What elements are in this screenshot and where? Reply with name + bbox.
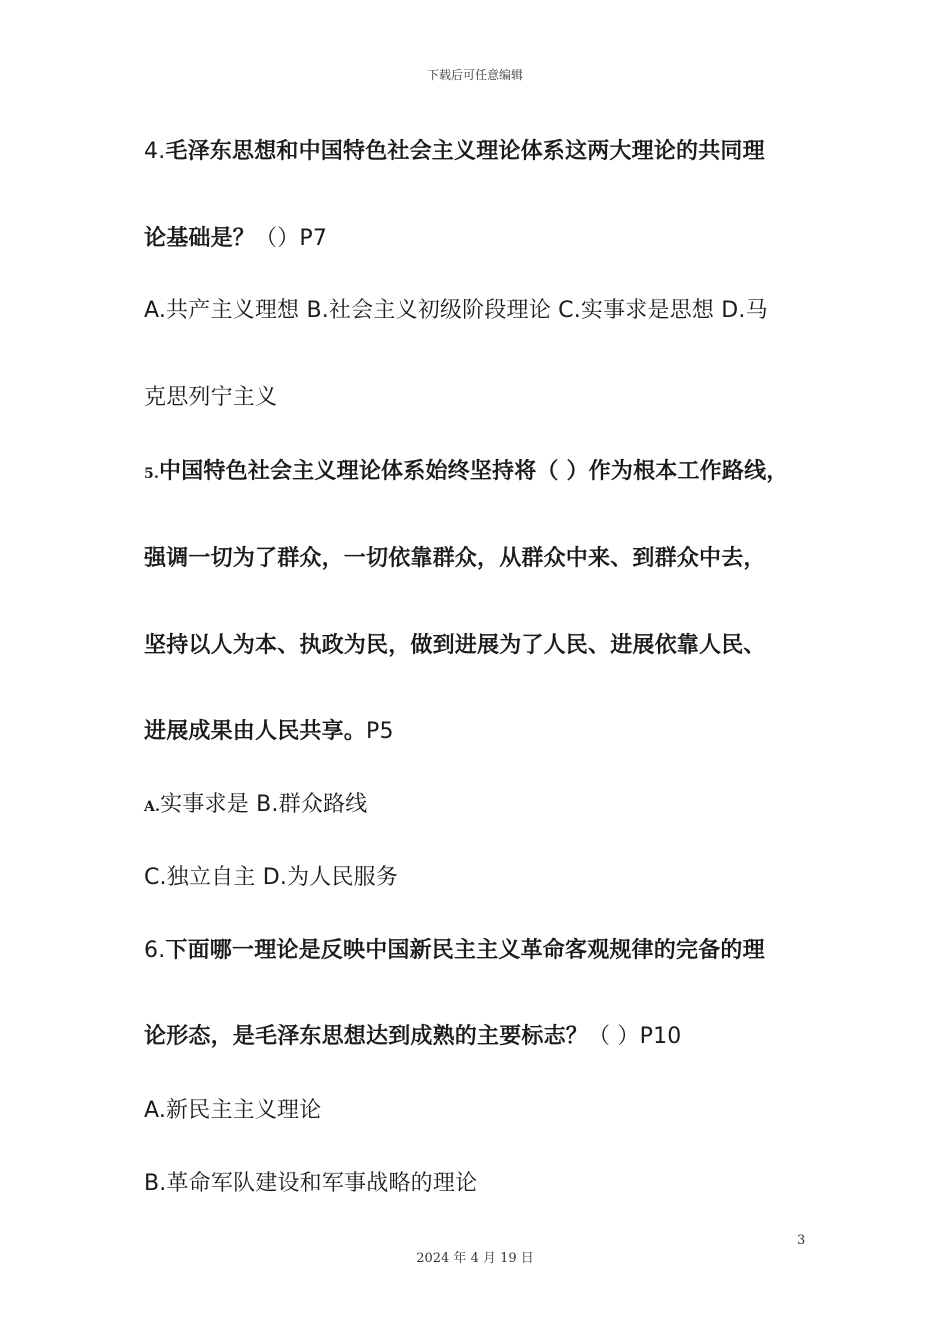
q5-stem-tail: P5 bbox=[366, 719, 394, 744]
q6-option-b: B.革命军队建设和军事战略的理论 bbox=[144, 1171, 478, 1196]
q5-optA-prefix: A. bbox=[144, 799, 161, 815]
footer-date: 2024 年 4 月 19 日 bbox=[416, 1251, 534, 1266]
q5-stem-2: 强调一切为了群众，一切依靠群众，从群众中来、到群众中去， bbox=[144, 546, 766, 571]
q4-line-2 bbox=[144, 224, 327, 254]
q4-number: 4. bbox=[144, 139, 166, 164]
page-header: 下载后可任意编辑 bbox=[426, 68, 523, 82]
q4-stem-tail: （）P7 bbox=[255, 226, 328, 251]
q6-stem-2: 论形态，是毛泽东思想达到成熟的主要标志？ bbox=[144, 1024, 589, 1049]
q4-options-1: A.共产主义理想 B.社会主义初级阶段理论 C.实事求是思想 D.马 bbox=[144, 298, 768, 323]
q4-stem-2: 论基础是？ bbox=[144, 226, 256, 251]
q6-stem-1: 下面哪一理论是反映中国新民主主义革命客观规律的完备的理 bbox=[165, 938, 765, 963]
q4-line-1 bbox=[144, 137, 765, 167]
page-number: 3 bbox=[797, 1233, 806, 1248]
q6-line-1 bbox=[144, 936, 765, 966]
q5-stem-4: 进展成果由人民共享。 bbox=[144, 719, 367, 744]
q6-stem-tail: （ ）P10 bbox=[588, 1024, 682, 1049]
q5-options-2: C.独立自主 D.为人民服务 bbox=[144, 865, 399, 890]
q4-stem-1: 毛泽东思想和中国特色社会主义理论体系这两大理论的共同理 bbox=[165, 139, 765, 164]
q5-options-1 bbox=[144, 790, 367, 822]
q5-stem-1: 中国特色社会主义理论体系始终坚持将（ ）作为根本工作路线， bbox=[159, 459, 789, 484]
q5-stem-3: 坚持以人为本、执政为民，做到进展为了人民、进展依靠人民、 bbox=[144, 633, 766, 658]
q6-option-a: A.新民主主义理论 bbox=[144, 1098, 322, 1123]
q5-number: 5. bbox=[144, 466, 160, 482]
q5-optA-text: 实事求是 B.群众路线 bbox=[160, 792, 368, 817]
q5-line-4 bbox=[144, 717, 394, 747]
q4-options-2: 克思列宁主义 bbox=[144, 385, 278, 410]
q6-number: 6. bbox=[144, 938, 166, 963]
q5-line-1 bbox=[144, 457, 788, 489]
q6-line-2 bbox=[144, 1022, 681, 1052]
